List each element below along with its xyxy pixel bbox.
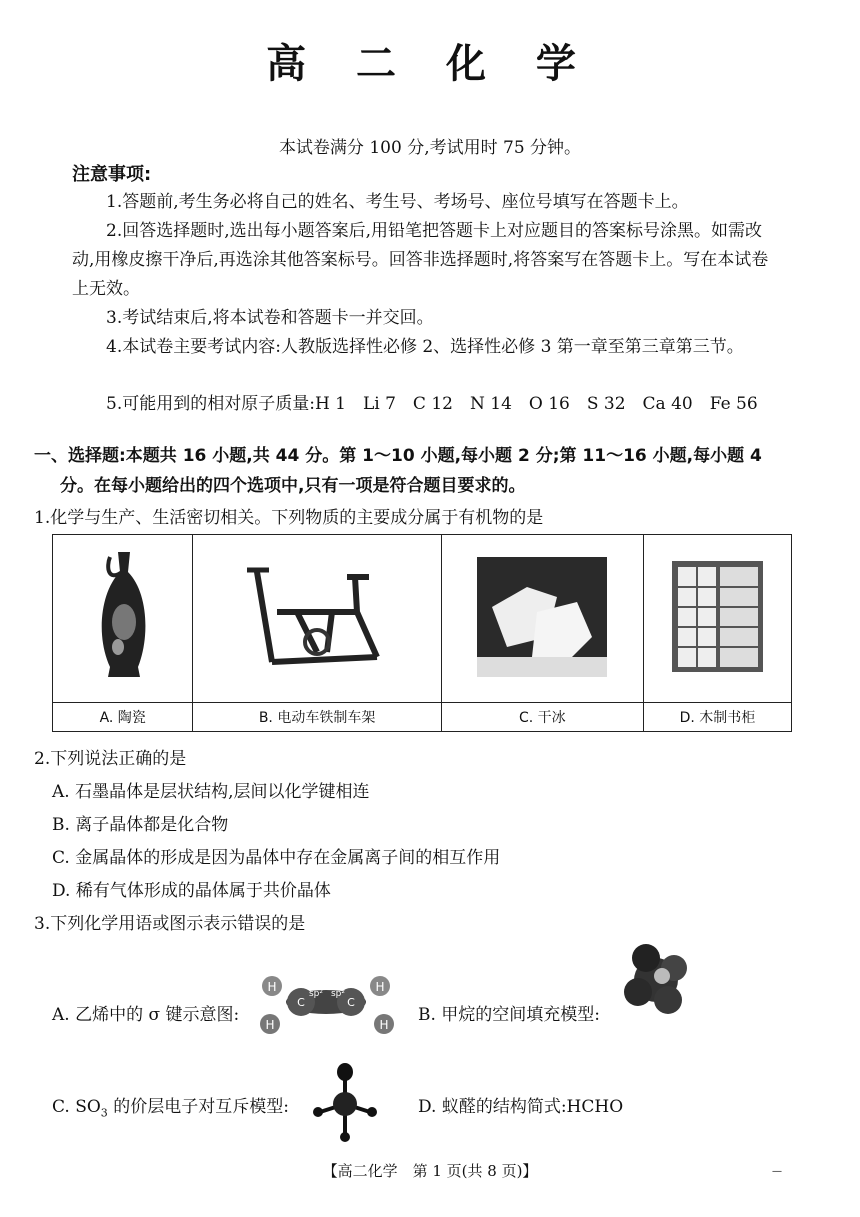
question-2-option-d: D. 稀有气体形成的晶体属于共价晶体	[52, 881, 331, 901]
c-label: C	[297, 996, 305, 1009]
bookcase-image	[643, 535, 791, 703]
question-1-image-table	[52, 534, 792, 732]
notice-item-4: 4.本试卷主要考试内容:人教版选择性必修 2、选择性必修 3 第一章至第三章第三节。	[106, 337, 744, 357]
notice-item-3: 3.考试结束后,将本试卷和答题卡一并交回。	[106, 308, 434, 328]
option-c-prefix: C. SO	[52, 1097, 101, 1117]
question-2-option-c: C. 金属晶体的形成是因为晶体中存在金属离子间的相互作用	[52, 848, 501, 868]
dry-ice-icon	[477, 557, 607, 677]
notice-item-2: 2.回答选择题时,选出每小题答案后,用铅笔把答题卡上对应题目的答案标号涂黑。如需改动,用橡皮擦干净后,再选涂其他答案标号。回答非选择题时,将答案写在答题卡上。写在本试卷上无效。	[72, 221, 769, 299]
question-3-option-d: D. 蚁醛的结构简式:HCHO	[418, 1097, 624, 1117]
page-footer: 【高二化学 第 1 页(共 8 页)】	[322, 1162, 538, 1180]
sp2-label: sp²	[308, 989, 324, 999]
section-1-header	[34, 441, 824, 501]
notice-item-1: 1.答题前,考生务必将自己的姓名、考生号、考场号、座位号填写在答题卡上。	[106, 192, 689, 212]
section-1-line-2: 分。在每小题给出的四个选项中,只有一项是符合题目要求的。	[60, 476, 526, 496]
question-1-stem: 1.化学与生产、生活密切相关。下列物质的主要成分属于有机物的是	[34, 508, 544, 528]
h-label: H	[267, 980, 277, 994]
exam-info: 本试卷满分 100 分,考试用时 75 分钟。	[278, 138, 582, 158]
option-c-suffix: 的价层电子对互斥模型:	[107, 1097, 289, 1117]
so3-vsepr-model	[310, 1060, 380, 1144]
question-3-stem: 3.下列化学用语或图示表示错误的是	[34, 914, 306, 934]
bike-frame-image	[193, 535, 441, 703]
question-3-option-c	[52, 1092, 289, 1119]
notice-item-5: 5.可能用到的相对原子质量:H 1 Li 7 C 12 N 14 O 16 S 32 Ca 40 Fe 56	[106, 394, 758, 414]
vase-image	[53, 535, 193, 703]
option-c-subscript: 3	[100, 1106, 108, 1120]
bookcase-icon	[670, 559, 765, 674]
option-b-label: B. 电动车铁制车架	[193, 703, 441, 732]
methane-space-filling-model	[616, 940, 696, 1020]
question-2-option-b: B. 离子晶体都是化合物	[52, 815, 229, 835]
page-title: 高 二 化 学	[266, 41, 594, 87]
question-2-option-a: A. 石墨晶体是层状结构,层间以化学键相连	[52, 782, 370, 802]
sp2-label: sp²	[330, 989, 346, 999]
c-label: C	[347, 996, 355, 1009]
option-d-label: D. 木制书柜	[643, 703, 791, 732]
option-a-label: A. 陶瓷	[53, 703, 193, 732]
section-1-line-1: 一、选择题:本题共 16 小题,共 44 分。第 1～10 小题,每小题 2 分;第 11～16 小题,每小题 4	[34, 446, 762, 466]
ceramic-vase-icon	[78, 542, 168, 692]
question-3-option-b: B. 甲烷的空间填充模型:	[418, 1005, 601, 1025]
dry-ice-image	[441, 535, 643, 703]
question-2-stem: 2.下列说法正确的是	[34, 749, 187, 769]
h-label: H	[265, 1018, 275, 1032]
corner-mark: —	[772, 1166, 782, 1177]
h-label: H	[379, 1018, 389, 1032]
notice-heading: 注意事项:	[72, 164, 152, 185]
ethylene-sigma-bond-model	[256, 968, 396, 1040]
bike-frame-icon	[237, 552, 397, 682]
h-label: H	[375, 980, 385, 994]
question-3-option-a: A. 乙烯中的 σ 键示意图:	[52, 1005, 240, 1025]
option-c-label: C. 干冰	[441, 703, 643, 732]
